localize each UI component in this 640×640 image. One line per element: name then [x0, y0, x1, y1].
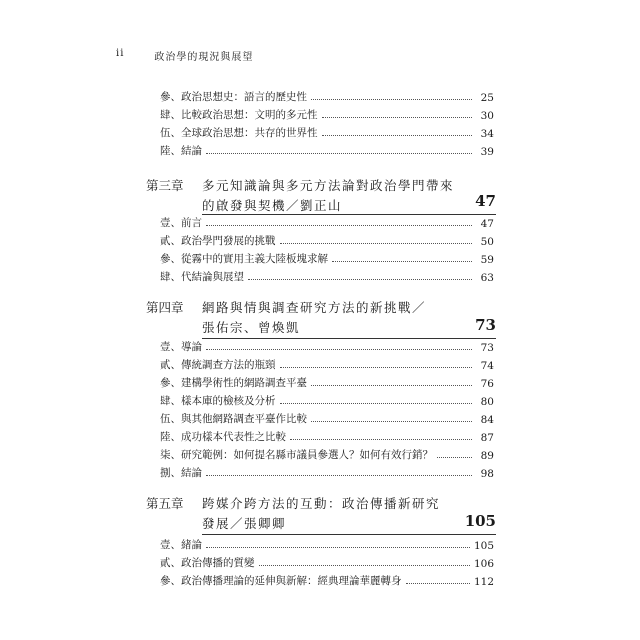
- toc-entry[interactable]: 參、建構學術性的網路調查平臺 76: [160, 377, 494, 390]
- chapter-page: 73: [475, 316, 496, 334]
- toc-entry[interactable]: 參、從霧中的實用主義大陸板塊求解 59: [160, 253, 494, 266]
- dot-leader: [206, 224, 472, 226]
- dot-leader: [206, 152, 472, 154]
- dot-leader: [206, 348, 472, 350]
- chapter-number: 第三章: [146, 178, 184, 193]
- dot-leader: [437, 456, 472, 458]
- toc-entry[interactable]: 參、政治傳播理論的延伸與新解：經典理論華麗轉身 112: [160, 575, 494, 588]
- chapter-page: 47: [475, 192, 496, 210]
- dot-leader: [311, 420, 472, 422]
- toc-entry[interactable]: 壹、導論 73: [160, 341, 494, 354]
- toc-entry[interactable]: 陸、結論 39: [160, 145, 494, 158]
- toc-entry[interactable]: 貳、政治傳播的質變 106: [160, 557, 494, 570]
- toc-entry[interactable]: 肆、代結論與展望 63: [160, 271, 494, 284]
- dot-leader: [406, 582, 470, 584]
- toc-entry[interactable]: 捌、結論 98: [160, 467, 494, 480]
- dot-leader: [280, 242, 473, 244]
- dot-leader: [322, 116, 473, 118]
- dot-leader: [280, 366, 473, 368]
- chapter-title: 網路與情與調查研究方法的新挑戰／ 張佑宗、曾煥凱: [202, 300, 427, 335]
- toc-entry[interactable]: 壹、前言 47: [160, 217, 494, 230]
- toc-entry[interactable]: 陸、成功樣本代表性之比較 87: [160, 431, 494, 444]
- chapter-title: 多元知識論與多元方法論對政治學門帶來 的啟發與契機／劉正山: [202, 178, 455, 213]
- toc-entry[interactable]: 伍、與其他網路調查平臺作比較 84: [160, 413, 494, 426]
- dot-leader: [206, 474, 472, 476]
- toc-entry[interactable]: 柒、研究範例：如何提名縣市議員參選人？如何有效行銷？ 89: [160, 449, 494, 462]
- chapter-number: 第四章: [146, 300, 184, 315]
- toc-entry[interactable]: 肆、比較政治思想：文明的多元性 30: [160, 109, 494, 122]
- dot-leader: [259, 564, 470, 566]
- toc-entry[interactable]: 壹、緒論 105: [160, 539, 494, 552]
- dot-leader: [280, 402, 473, 404]
- toc-entry[interactable]: 伍、全球政治思想：共存的世界性 34: [160, 127, 494, 140]
- header-page-number: ii: [116, 48, 125, 59]
- toc-entry[interactable]: 貳、傳統調查方法的瓶頸 74: [160, 359, 494, 372]
- dot-leader: [290, 438, 472, 440]
- running-header: [116, 48, 253, 63]
- dot-leader: [206, 546, 470, 548]
- dot-leader: [311, 98, 472, 100]
- chapter-number: 第五章: [146, 496, 184, 511]
- dot-leader: [248, 278, 472, 280]
- chapter-title: 跨媒介跨方法的互動：政治傳播新研究 發展／張卿卿: [202, 496, 441, 531]
- toc-entry[interactable]: 貳、政治學門發展的挑戰 50: [160, 235, 494, 248]
- header-book-title: 政治學的現況與展望: [154, 52, 254, 63]
- dot-leader: [322, 134, 473, 136]
- chapter-page: 105: [464, 512, 496, 530]
- toc-entry[interactable]: 參、政治思想史：語言的歷史性 25: [160, 91, 494, 104]
- toc-entry[interactable]: 肆、樣本庫的檢核及分析 80: [160, 395, 494, 408]
- dot-leader: [332, 260, 472, 262]
- dot-leader: [311, 384, 472, 386]
